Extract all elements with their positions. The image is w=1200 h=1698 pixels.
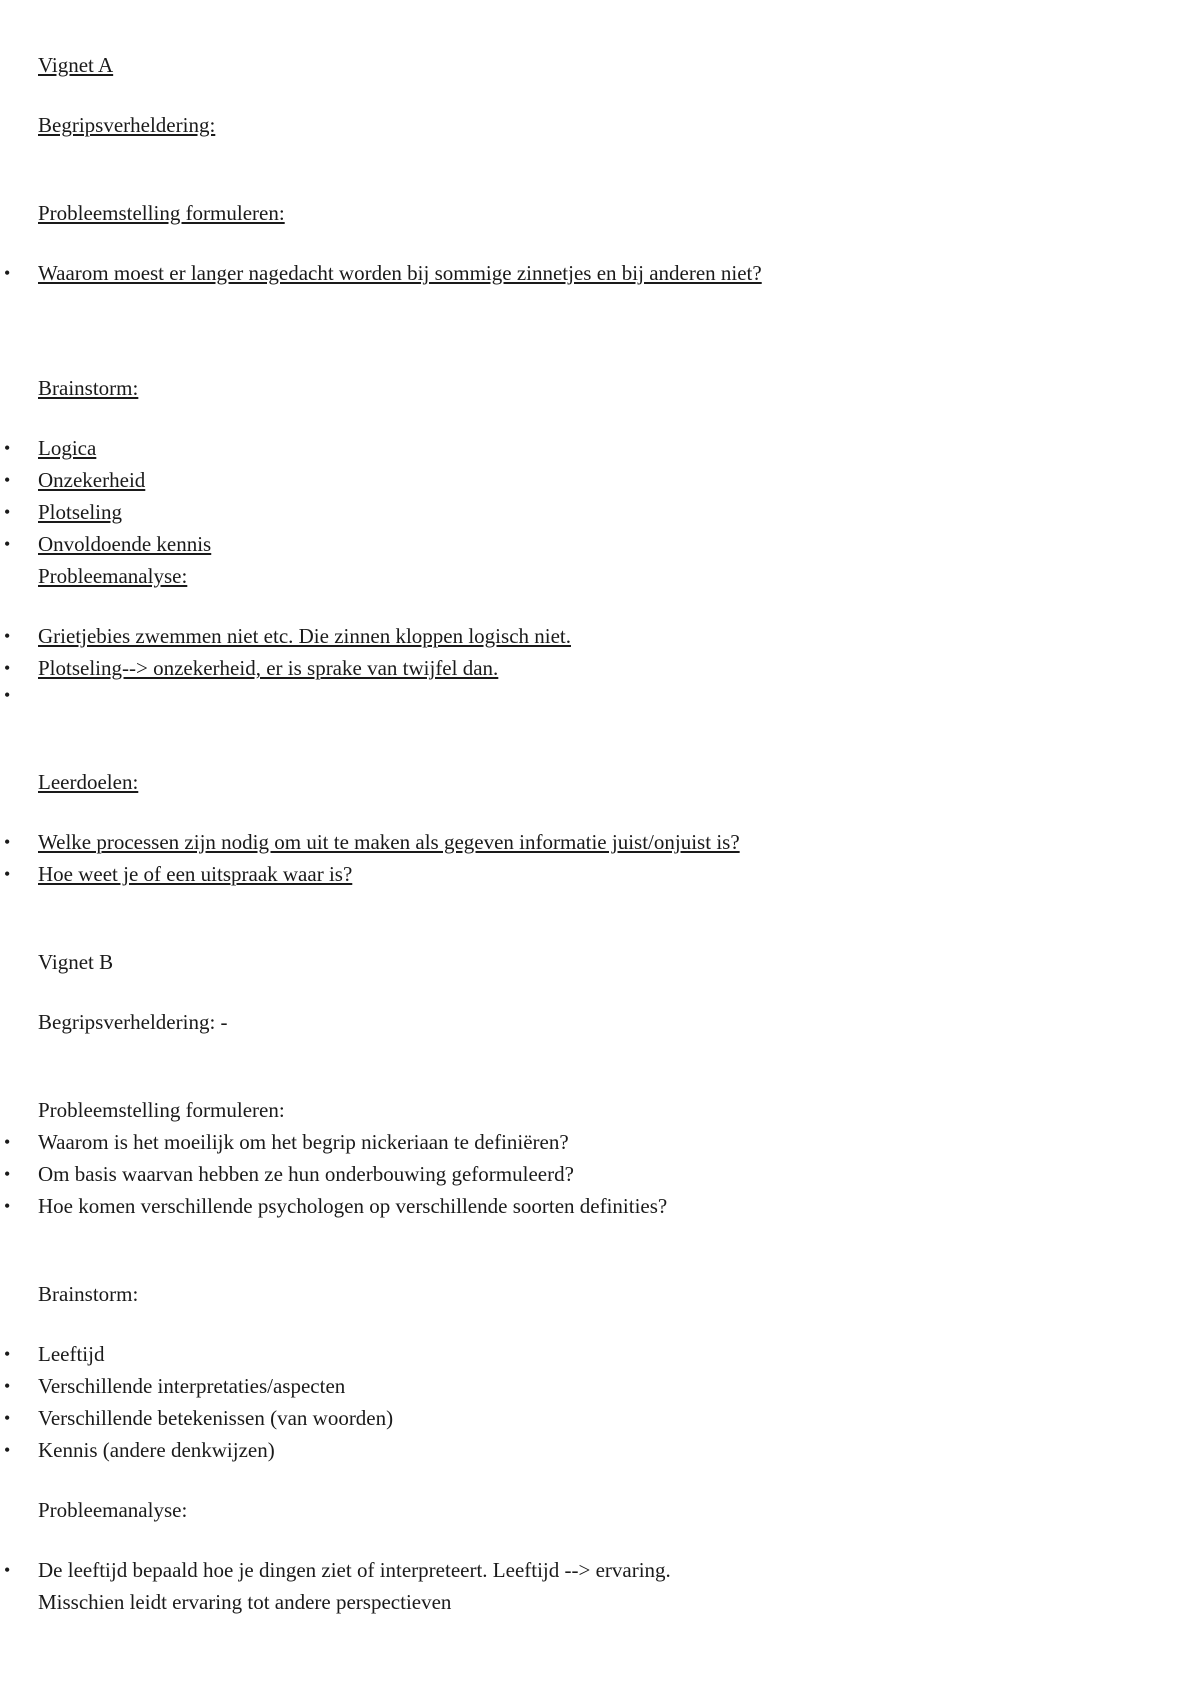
vignet-a-begripsverheldering-heading: Begripsverheldering: [38, 113, 216, 137]
bullet: • [4, 864, 11, 884]
vignet-b-title: Vignet B [38, 950, 114, 974]
bullet: • [4, 832, 11, 852]
vignet-a-probleemstelling-item: Waarom moest er langer nagedacht worden bij sommige zinnetjes en bij anderen niet? [38, 261, 762, 285]
bullet: • [4, 626, 11, 646]
vignet-a-brainstorm-item: Onvoldoende kennis [38, 532, 212, 556]
bullet: • [4, 1344, 11, 1364]
vignet-b-probleemanalyse-continuation: Misschien leidt ervaring tot andere perspectieven [38, 1590, 452, 1614]
bullet: • [4, 1196, 11, 1216]
vignet-a-brainstorm-item: Onzekerheid [38, 468, 146, 492]
vignet-b-probleemstelling-item: Om basis waarvan hebben ze hun onderbouwing geformuleerd? [38, 1162, 574, 1186]
vignet-b-brainstorm-item: Leeftijd [38, 1342, 105, 1366]
vignet-a-title: Vignet A [38, 53, 114, 77]
vignet-a-probleemanalyse-item: Grietjebies zwemmen niet etc. Die zinnen kloppen logisch niet. [38, 624, 571, 648]
vignet-a-leerdoel-item: Hoe weet je of een uitspraak waar is? [38, 862, 353, 886]
bullet: • [4, 658, 11, 678]
bullet: • [4, 534, 11, 554]
bullet: • [4, 1132, 11, 1152]
bullet: • [4, 470, 11, 490]
bullet: • [4, 502, 11, 522]
vignet-a-leerdoel-item: Welke processen zijn nodig om uit te maken als gegeven informatie juist/onjuist is? [38, 830, 740, 854]
vignet-b-brainstorm-item: Verschillende betekenissen (van woorden) [38, 1406, 394, 1430]
bullet: • [4, 1164, 11, 1184]
vignet-b-probleemstelling-item: Waarom is het moeilijk om het begrip nickeriaan te definiëren? [38, 1130, 569, 1154]
bullet: • [4, 1560, 11, 1580]
vignet-a-probleemanalyse-item: Plotseling--> onzekerheid, er is sprake van twijfel dan. [38, 656, 499, 680]
vignet-b-probleemanalyse-item: De leeftijd bepaald hoe je dingen ziet of interpreteert. Leeftijd --> ervaring. [38, 1558, 671, 1582]
vignet-b-begripsverheldering-heading: Begripsverheldering: - [38, 1010, 228, 1034]
vignet-b-probleemanalyse-heading: Probleemanalyse: [38, 1498, 188, 1522]
vignet-b-probleemstelling-item: Hoe komen verschillende psychologen op verschillende soorten definities? [38, 1194, 668, 1218]
vignet-a-probleemstelling-heading: Probleemstelling formuleren: [38, 201, 285, 225]
bullet: • [4, 1440, 11, 1460]
vignet-b-probleemstelling-heading: Probleemstelling formuleren: [38, 1098, 285, 1122]
bullet: • [4, 1376, 11, 1396]
vignet-a-brainstorm-heading: Brainstorm: [38, 376, 139, 400]
vignet-a-brainstorm-item: Logica [38, 436, 97, 460]
bullet: • [4, 685, 11, 705]
vignet-b-brainstorm-item: Kennis (andere denkwijzen) [38, 1438, 275, 1462]
vignet-a-probleemanalyse-heading: Probleemanalyse: [38, 564, 188, 588]
bullet: • [4, 263, 11, 283]
vignet-b-brainstorm-heading: Brainstorm: [38, 1282, 139, 1306]
vignet-a-leerdoelen-heading: Leerdoelen: [38, 770, 139, 794]
bullet: • [4, 438, 11, 458]
vignet-a-brainstorm-item: Plotseling [38, 500, 123, 524]
bullet: • [4, 1408, 11, 1428]
vignet-b-brainstorm-item: Verschillende interpretaties/aspecten [38, 1374, 346, 1398]
